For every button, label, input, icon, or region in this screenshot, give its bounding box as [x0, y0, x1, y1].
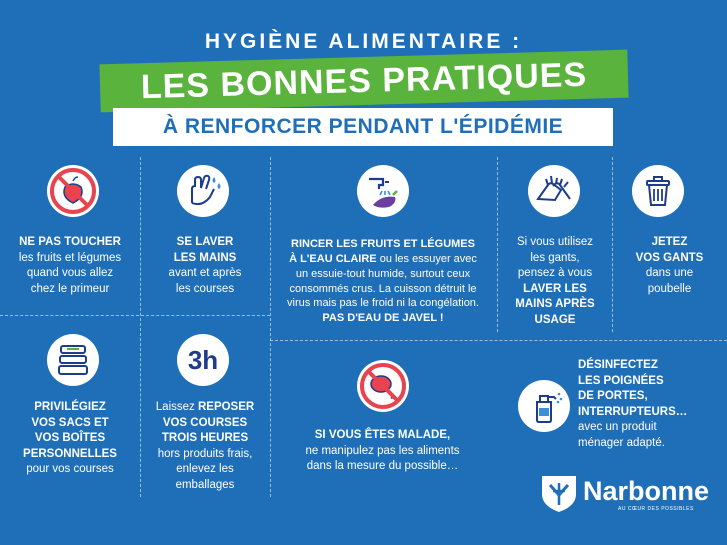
hand-wash-icon [177, 165, 229, 217]
divider [0, 315, 270, 316]
header-line1: HYGIÈNE ALIMENTAIRE : [204, 30, 523, 53]
stacked-boxes-icon [47, 334, 99, 386]
header-line3: À RENFORCER PENDANT L'ÉPIDÉMIE [113, 108, 613, 146]
narbonne-shield-logo [540, 473, 580, 513]
tip-rest-3h: Laissez REPOSER VOS COURSES TROIS HEURES hors produits frais, enlevez les emballages [155, 401, 255, 491]
disinfectant-spray-icon [518, 380, 570, 432]
trash-bin-icon [632, 165, 684, 217]
tap-rinse-icon [357, 165, 409, 217]
three-hours-icon: 3h [177, 334, 229, 386]
tip-disinfect: DÉSINFECTEZ LES POIGNÉES DE PORTES, INTERRUPTEURS… avec un produit ménager adapté. [578, 359, 688, 449]
tip-rinse: RINCER LES FRUITS ET LÉGUMES À L'EAU CLAIRE ou les essuyer avec un essuie-tout humide, surtout ceux consommés crus. La cuisson détruit le virus mais pas le froid ni la congélation. PAS D'EAU DE JAVEL ! [287, 238, 479, 325]
tip-wash-hands: SE LAVER LES MAINS avant et après les courses [168, 236, 242, 295]
header-line2: LES BONNES PRATIQUES [140, 55, 588, 106]
tip-fruits-touch: NE PAS TOUCHER les fruits et légumes quand vous allez chez le primeur [18, 236, 122, 295]
no-touch-apple-icon [47, 165, 99, 217]
logo-tagline: AU CŒUR DES POSSIBLES [618, 506, 694, 512]
header-banner-green [99, 50, 628, 113]
tip-gloves-throw: JETEZ VOS GANTS dans une poubelle [635, 236, 704, 295]
gloves-icon [528, 165, 580, 217]
divider [497, 157, 498, 332]
no-chicken-icon [357, 360, 409, 412]
logo-name: Narbonne [583, 476, 710, 506]
divider [270, 157, 271, 497]
tip-bags: PRIVILÉGIEZ VOS SACS ET VOS BOÎTES PERSONNELLES pour vos courses [23, 401, 117, 476]
divider [270, 340, 727, 341]
tip-gloves-wash: Si vous utilisez les gants, pensez à vous LAVER LES MAINS APRÈS USAGE [515, 236, 595, 326]
tip-sick: SI VOUS ÊTES MALADE, ne manipulez pas les aliments dans la mesure du possible… [305, 429, 460, 473]
